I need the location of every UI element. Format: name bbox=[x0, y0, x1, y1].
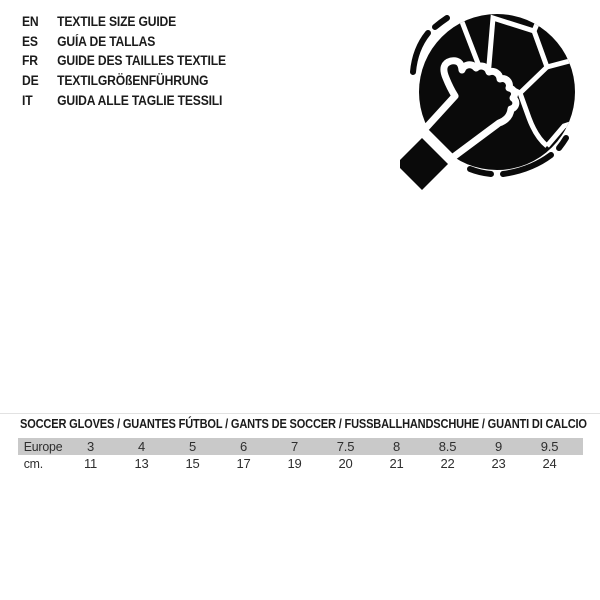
lang-code: IT bbox=[22, 92, 33, 108]
size-cell: 11 bbox=[83, 456, 98, 471]
size-cell: 4 bbox=[137, 439, 146, 454]
size-cell: 13 bbox=[134, 456, 149, 471]
size-cell: 20 bbox=[338, 456, 353, 471]
lang-label: TEXTILE SIZE GUIDE bbox=[57, 14, 177, 30]
size-cell: 19 bbox=[287, 456, 302, 471]
size-cell: 24 bbox=[542, 456, 557, 471]
size-cell: 21 bbox=[389, 456, 404, 471]
lang-code: FR bbox=[22, 53, 38, 69]
goalkeeper-glove-ball-icon bbox=[400, 4, 585, 199]
size-cell: 23 bbox=[491, 456, 506, 471]
lang-row-de bbox=[22, 71, 226, 91]
size-table bbox=[18, 438, 583, 472]
lang-label: GUÍA DE TALLAS bbox=[57, 33, 156, 49]
section-divider bbox=[0, 413, 600, 414]
size-cell: 3 bbox=[86, 439, 95, 454]
lang-row-es bbox=[22, 32, 226, 52]
size-cell: 22 bbox=[440, 456, 455, 471]
lang-row-en bbox=[22, 12, 226, 32]
size-row-europe bbox=[18, 438, 583, 455]
size-cell: 9.5 bbox=[540, 439, 559, 454]
row-label: cm. bbox=[23, 456, 44, 471]
lang-label: GUIDE DES TAILLES TEXTILE bbox=[57, 53, 226, 69]
lang-row-it bbox=[22, 90, 226, 110]
size-cell: 7.5 bbox=[336, 439, 355, 454]
language-guide-list bbox=[22, 12, 249, 110]
lang-code: ES bbox=[22, 33, 38, 49]
lang-label: GUIDA ALLE TAGLIE TESSILI bbox=[57, 92, 223, 108]
size-cell: 6 bbox=[239, 439, 248, 454]
lang-label: TEXTILGRÖßENFÜHRUNG bbox=[57, 73, 209, 89]
row-label: Europe bbox=[23, 439, 63, 454]
size-chart-title: SOCCER GLOVES / GUANTES FÚTBOL / GANTS DE SOCCER / FUSSBALLHANDSCHUHE / GUANTI DI CALCIO bbox=[20, 416, 587, 431]
size-row-cm bbox=[18, 455, 583, 472]
size-cell: 5 bbox=[188, 439, 197, 454]
size-cell: 9 bbox=[494, 439, 503, 454]
size-cell: 8 bbox=[392, 439, 401, 454]
size-cell: 8.5 bbox=[438, 439, 457, 454]
lang-row-fr bbox=[22, 51, 226, 71]
size-cell: 7 bbox=[290, 439, 299, 454]
size-cell: 17 bbox=[236, 456, 251, 471]
lang-code: DE bbox=[22, 73, 39, 89]
size-cell: 15 bbox=[185, 456, 200, 471]
lang-code: EN bbox=[22, 14, 39, 30]
